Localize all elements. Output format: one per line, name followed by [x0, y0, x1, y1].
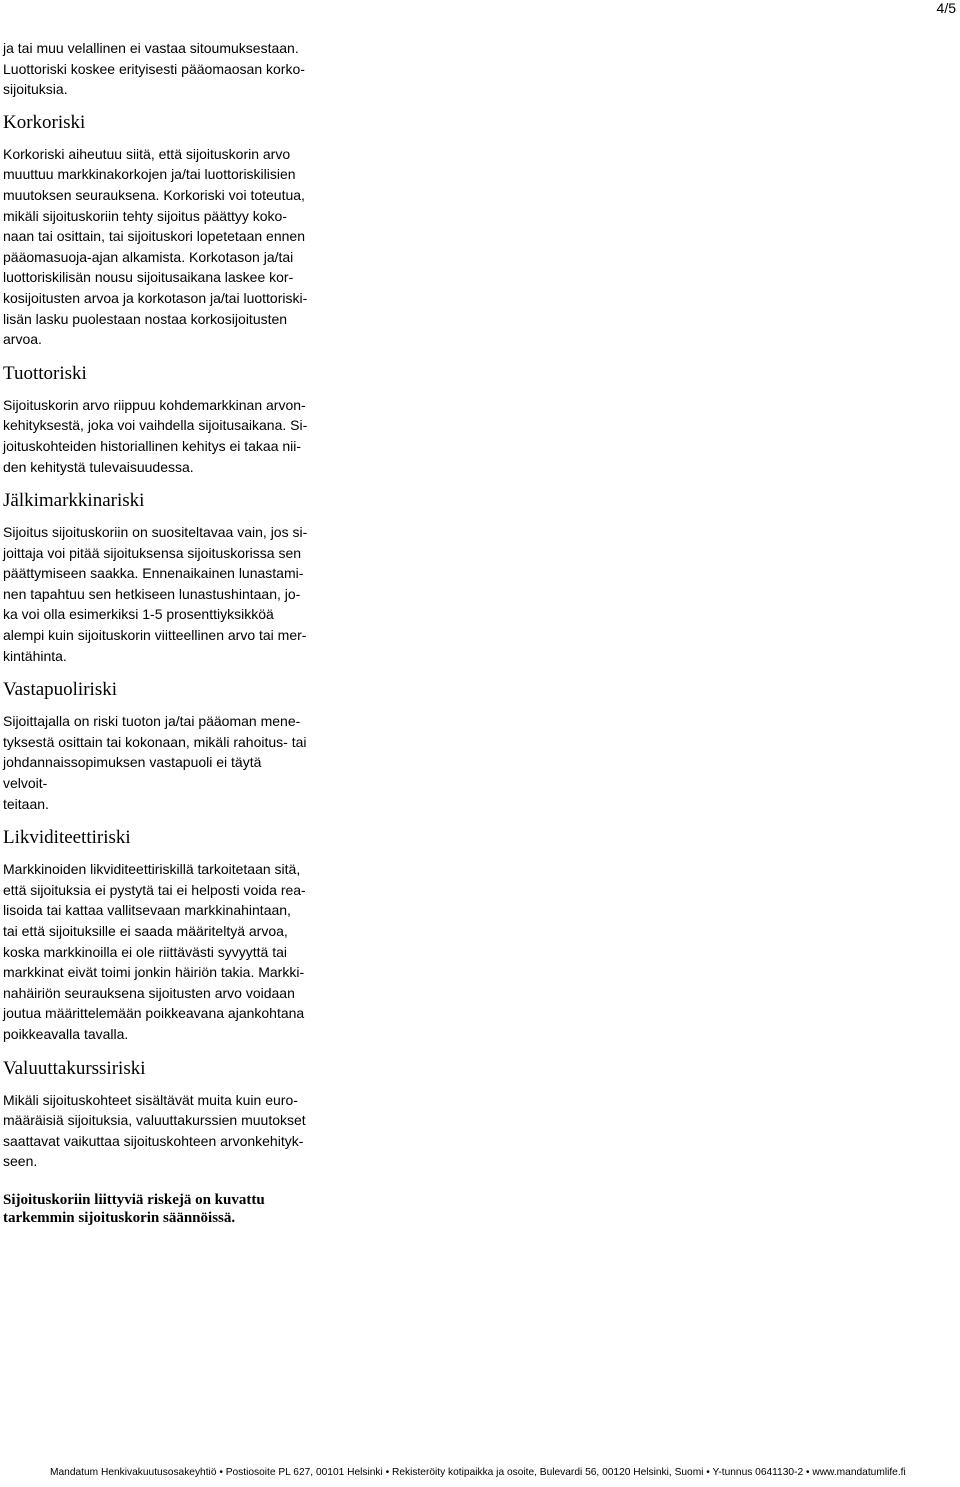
section-body-vastapuoliriski: Sijoittajalla on riski tuoton ja/tai pääoman mene- tyksestä osittain tai kokonaan, mikäli rahoitus- tai johdannaissopimuksen vastapuoli ei täytä velvoit- teitaan. — [3, 713, 307, 812]
section-heading-vastapuoliriski: Vastapuoliriski — [3, 679, 117, 701]
section-heading-jalkimarkkinariski: Jälkimarkkinariski — [3, 490, 145, 512]
main-column — [3, 38, 308, 1227]
section-heading-korkoriski: Korkoriski — [3, 111, 86, 133]
section-body-tuottoriski: Sijoituskorin arvo riippuu kohdemarkkinan arvon- kehityksestä, joka voi vaihdella sijoitusaikana. Si- joituskohteiden historiallinen kehitys ei takaa nii- den kehitystä tulevaisuudessa. — [3, 396, 308, 475]
section-body-korkoriski: Korkoriski aiheutuu siitä, että sijoituskorin arvo muuttuu markkinakorkojen ja/tai luottoriskilisien muutoksen seurauksena. Korkoriski voi toteutua, mikäli sijoituskoriin tehty sijoitus päättyy koko- naan tai osittain, tai sijoituskori lopetetaan ennen pääomasuoja-ajan alkamista. Korkotason ja/tai luottoriskilisän nousu sijoitusaikana laskee kor- kosijoitusten arvoa ja korkotason ja/tai luottoriski- lisän lasku puolestaan nostaa korkosijoitusten arvoa. — [3, 145, 308, 348]
page-footer: Mandatum Henkivakuutusosakeyhtiö • Postiosoite PL 627, 00101 Helsinki • Rekisteröity kotipaikka ja osoite, Bulevardi 56, 00120 Helsinki, Suomi • Y-tunnus 0641130-2 • www.mandatumlife.fi — [50, 1467, 906, 1478]
section-body-likviditeettiriski: Markkinoiden likviditeettiriskillä tarkoitetaan sitä, että sijoituksia ei pystytä tai ei helposti voida rea- lisoida tai kattaa vallitsevaan markkinahintaan, tai että sijoituksille ei saada määriteltyä arvoa, koska markkinoilla ei ole riittävästi syvyyttä tai markkinat eivät toimi jonkin häiriön takia. Markki- nahäiriön seurauksena sijoitusten arvo voidaan joutua määrittelemään poikkeavana ajankohtana poikkeavalla tavalla. — [3, 861, 306, 1042]
page-number: 4/5 — [936, 0, 956, 16]
section-body-valuuttakurssiriski: Mikäli sijoituskohteet sisältävät muita kuin euro- määräisiä sijoituksia, valuuttakurssien muutokset saattavat vaikuttaa sijoituskohteen arvonkehityk- seen. — [3, 1091, 306, 1170]
section-heading-valuuttakurssiriski: Valuuttakurssiriski — [3, 1057, 146, 1079]
section-body-jalkimarkkinariski: Sijoitus sijoituskoriin on suositeltavaa vain, jos si- joittaja voi pitää sijoituksensa sijoituskorissa sen päättymiseen saakka. Ennenaikainen lunastami- nen tapahtuu sen hetkiseen lunastushintaan, jo- ka voi olla esimerkiksi 1-5 prosenttiyksikköä alempi kuin sijoituskorin viitteellinen arvo tai mer- kintähinta. — [3, 524, 308, 664]
closing-note: Sijoituskoriin liittyviä riskejä on kuvattu tarkemmin sijoituskorin säännöissä. — [3, 1191, 265, 1226]
intro-paragraph: ja tai muu velallinen ei vastaa sitoumuksestaan. Luottoriski koskee erityisesti pääomaosan korko- sijoituksia. — [3, 40, 305, 98]
section-heading-tuottoriski: Tuottoriski — [3, 362, 87, 384]
section-heading-likviditeettiriski: Likviditeettiriski — [3, 827, 131, 849]
